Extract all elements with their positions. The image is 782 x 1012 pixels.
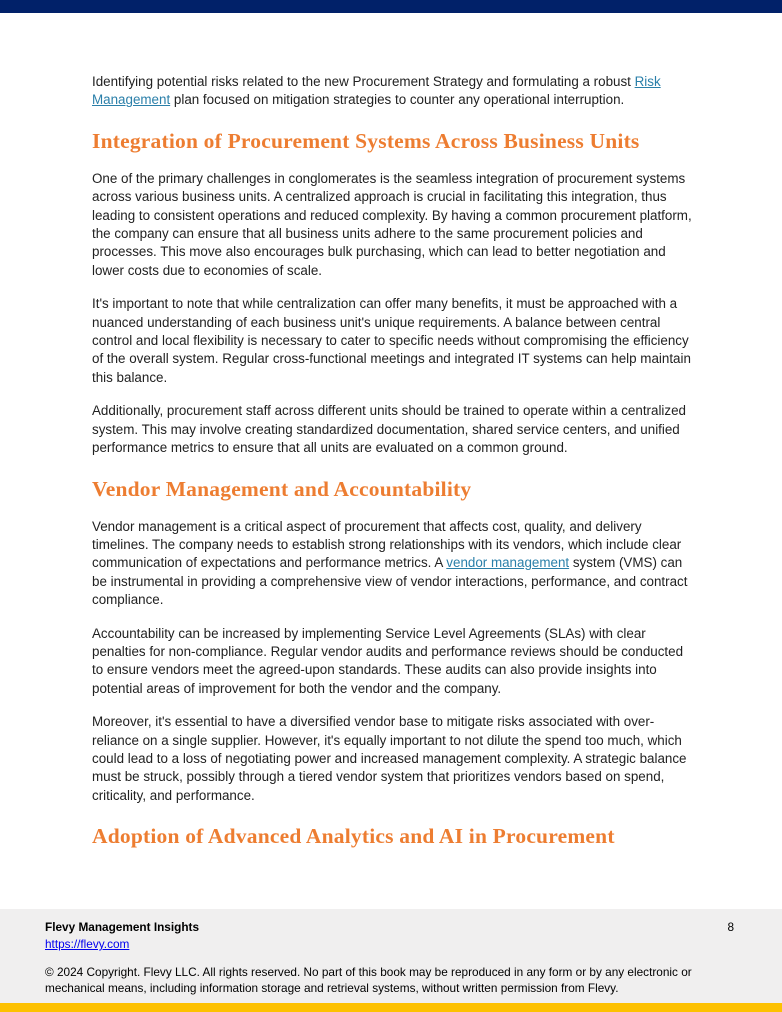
heading-integration-of-procurement-systems: Integration of Procurement Systems Across Business Units [92,128,640,153]
footer-top-row [45,919,734,953]
paragraph-integration-3: Additionally, procurement staff across different units should be trained to operate within a centralized system. This may involve creating standardized documentation, shared service centers, and unified performance metrics to ensure that all units are evaluated on a common ground. [92,403,686,456]
paragraph-intro-text-pre: Identifying potential risks related to the new Procurement Strategy and formulating a robust [92,74,635,89]
footer-brand-title: Flevy Management Insights [45,920,200,934]
flevy-url-link[interactable]: https://flevy.com [45,937,130,951]
vendor-management-link[interactable]: vendor management [446,555,570,571]
heading-adoption-of-advanced-analytics: Adoption of Advanced Analytics and AI in Procurement [92,824,615,849]
page-number: 8 [727,920,734,934]
risk-management-link[interactable]: Risk Management [92,74,661,108]
paragraph-vendor-1-text-post: system (VMS) can be instrumental in providing a comprehensive view of vendor interactions, performance, and contract compliance. [92,555,688,608]
footer-brand-block [45,919,199,953]
heading-vendor-management: Vendor Management and Accountability [92,476,472,501]
paragraph-vendor-1-text-pre: Vendor management is a critical aspect of procurement that affects cost, quality, and delivery timelines. The company needs to establish strong relationships with its vendors, which include clear communication of expectations and performance metrics. A [92,518,682,571]
page-footer [0,909,782,1003]
paragraph-integration-1: One of the primary challenges in conglomerates is the seamless integration of procurement systems across various business units. A centralized approach is crucial in facilitating this integration, thus leading to consistent operations and reduced complexity. By having a common procurement platform, the company can ensure that all business units adhere to the same procurement policies and processes. This move also encourages bulk purchasing, which can lead to better negotiation and lower costs due to economies of scale. [92,170,692,278]
paragraph-vendor-1 [92,518,693,610]
paragraph-integration-2: It's important to note that while centralization can offer many benefits, it must be approached with a nuanced understanding of each business unit's unique requirements. A balance between central control and local flexibility is necessary to cater to specific needs without compromising the efficiency of the overall system. Regular cross-functional meetings and integrated IT systems can help maintain this balance. [92,296,691,385]
page-content [92,13,693,865]
copyright-notice: © 2024 Copyright. Flevy LLC. All rights reserved. No part of this book may be reproduced in any form or by any electronic or mechanical means, including information storage and retrieval systems, without written permission from Flevy. [45,965,692,995]
paragraph-intro [92,73,693,110]
paragraph-vendor-3: Moreover, it's essential to have a diversified vendor base to mitigate risks associated with over-reliance on a single supplier. However, it's equally important to not dilute the spend too much, which could lead to a loss of negotiating power and increased management complexity. A strategic balance must be struck, possibly through a tiered vendor system that prioritizes vendors based on spend, criticality, and performance. [92,714,687,803]
paragraph-vendor-2: Accountability can be increased by implementing Service Level Agreements (SLAs) with clear penalties for non-compliance. Regular vendor audits and performance reviews should be conducted to ensure vendors meet the agreed-upon standards. These audits can also provide insights into potential areas of improvement for both the vendor and the company. [92,625,684,696]
bottom-gold-bar [0,1003,782,1012]
top-navy-bar [0,0,782,13]
paragraph-intro-text-post: plan focused on mitigation strategies to counter any operational interruption. [170,92,625,108]
